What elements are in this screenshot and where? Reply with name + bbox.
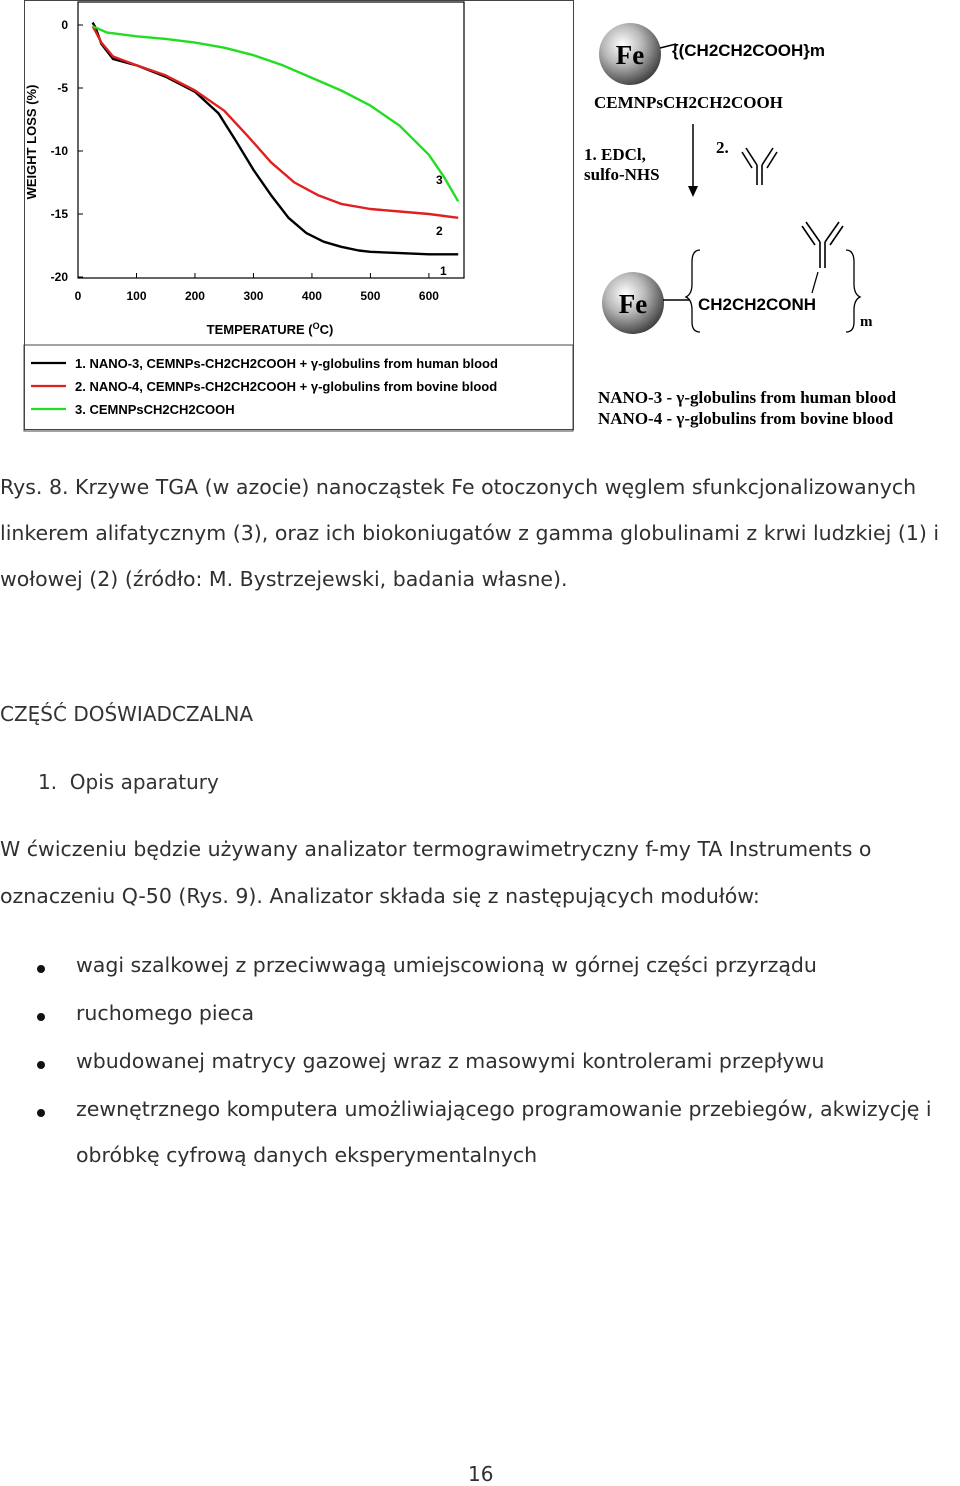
tga-chart bbox=[0, 0, 960, 435]
x-tick-label: 100 bbox=[126, 289, 147, 303]
subsection-heading: 1. Opis aparatury bbox=[38, 770, 219, 794]
figure-caption bbox=[0, 464, 960, 602]
step1-label: 1. EDCl, bbox=[584, 145, 646, 164]
reaction-arrowhead bbox=[688, 186, 698, 197]
bottom-formula: CH2CH2CONH bbox=[698, 295, 817, 314]
legend-entry-3: 3. CEMNPsCH2CH2COOH bbox=[75, 402, 235, 417]
y-tick-label: 0 bbox=[61, 18, 68, 32]
list-item-line-1: zewnętrznego komputera umożliwiającego programowanie przebiegów, akwizycję i bbox=[76, 1097, 932, 1121]
y-tick-label: -5 bbox=[57, 81, 68, 95]
step1b-label: sulfo-NHS bbox=[584, 165, 660, 184]
paragraph-line-1: W ćwiczeniu będzie używany analizator termograwimetryczny f-my TA Instruments o bbox=[0, 837, 872, 861]
section-heading: CZĘŚĆ DOŚWIADCZALNA bbox=[0, 702, 254, 726]
list-item bbox=[76, 1086, 956, 1178]
bullet-dot bbox=[37, 1061, 45, 1069]
caption-line-3: wołowej (2) (źródło: M. Bystrzejewski, badania własne). bbox=[0, 567, 568, 591]
legend-entry-2: 2. NANO-4, CEMNPs-CH2CH2COOH + γ-globulins from bovine blood bbox=[75, 379, 498, 394]
repeat-m: m bbox=[860, 314, 873, 330]
legend-entry-1: 1. NANO-3, CEMNPs-CH2CH2COOH + γ-globulins from human blood bbox=[75, 356, 498, 371]
bullet-dot bbox=[37, 965, 45, 973]
list-item: wbudowanej matrycy gazowej wraz z masowymi kontrolerami przepływu bbox=[76, 1049, 825, 1073]
series-line-3 bbox=[93, 26, 459, 201]
nano4-label: NANO-4 - γ-globulins from bovine blood bbox=[598, 409, 894, 428]
brace-left bbox=[686, 250, 700, 332]
caption-line-2: linkerem alifatycznym (3), oraz ich biokoniugatów z gamma globulinami z krwi ludzkiej (1) i bbox=[0, 521, 940, 545]
plot-area bbox=[78, 2, 464, 278]
nano3-label: NANO-3 - γ-globulins from human blood bbox=[598, 388, 897, 407]
series-line-1 bbox=[93, 23, 459, 255]
bullet-dot bbox=[37, 1109, 45, 1117]
curve-label-2: 2 bbox=[436, 224, 443, 238]
bound-antibody-icon bbox=[802, 222, 843, 268]
x-tick-label: 500 bbox=[360, 289, 381, 303]
paragraph-line-2: oznaczeniu Q-50 (Rys. 9). Analizator składa się z następujących modułów: bbox=[0, 884, 760, 908]
list-item-line-2: obróbkę cyfrową danych eksperymentalnych bbox=[76, 1143, 538, 1167]
x-axis-label: TEMPERATURE ($^O$C) bbox=[206, 321, 334, 337]
series-line-2 bbox=[93, 26, 459, 218]
x-tick-label: 200 bbox=[184, 289, 205, 303]
fe-label-bottom: Fe bbox=[618, 289, 648, 319]
curve-label-1: 1 bbox=[440, 264, 447, 278]
y-tick-label: -15 bbox=[50, 207, 68, 221]
y-axis-label: WEIGHT LOSS (%) bbox=[24, 84, 39, 200]
x-tick-label: 300 bbox=[243, 289, 264, 303]
x-tick-label: 400 bbox=[301, 289, 322, 303]
list-item: ruchomego pieca bbox=[76, 1001, 255, 1025]
caption-line-1: Rys. 8. Krzywe TGA (w azocie) nanocząstek Fe otoczonych węglem sfunkcjonalizowanych bbox=[0, 475, 917, 499]
x-tick-label: 0 bbox=[74, 289, 82, 303]
y-tick-label: -20 bbox=[50, 270, 68, 284]
cemnp-formula: CEMNPsCH2CH2COOH bbox=[594, 93, 783, 112]
paragraph bbox=[0, 826, 960, 920]
brace-right bbox=[846, 250, 860, 332]
antibody-icon bbox=[742, 148, 777, 185]
step2-label: 2. bbox=[716, 138, 729, 157]
curve-label-3: 3 bbox=[436, 173, 443, 187]
series-lines bbox=[93, 23, 459, 255]
x-tick-label: 600 bbox=[418, 289, 439, 303]
page-number: 16 bbox=[468, 1462, 494, 1486]
top-formula: {(CH2CH2COOH}m bbox=[672, 41, 826, 60]
antibody-link bbox=[812, 272, 818, 293]
fe-label-top: Fe bbox=[615, 40, 645, 70]
y-tick-label: -10 bbox=[50, 144, 68, 158]
bullet-dot bbox=[37, 1013, 45, 1021]
list-item: wagi szalkowej z przeciwwagą umiejscowioną w górnej części przyrządu bbox=[76, 953, 817, 977]
